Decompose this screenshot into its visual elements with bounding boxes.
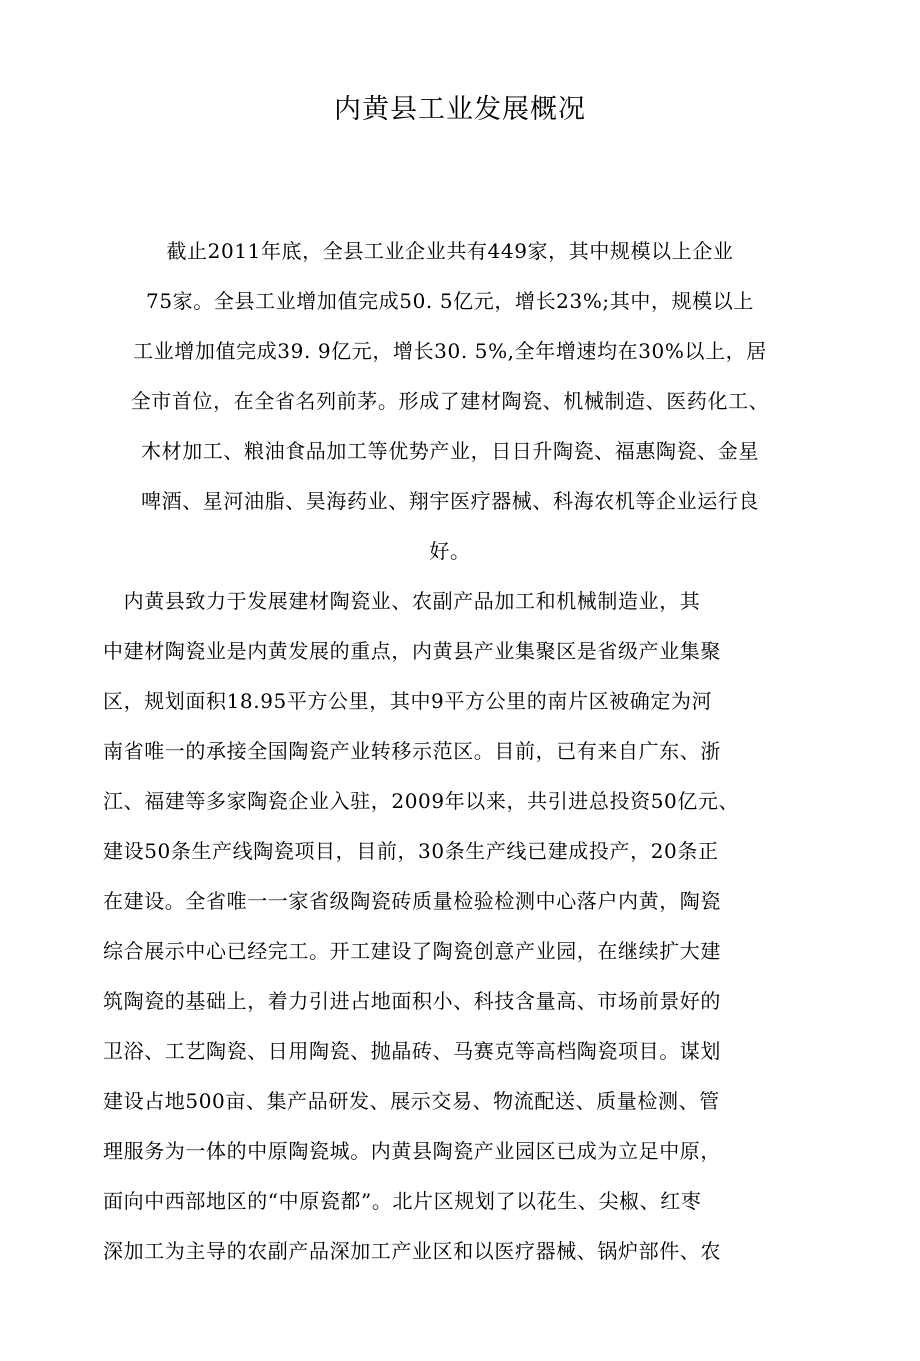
- paragraph-line: 全市首位，在全省名列前茅。形成了建材陶瓷、机械制造、医药化工、: [130, 389, 770, 413]
- paragraph-line: 75家。全县工业增加值完成50. 5亿元，增长23%;其中，规模以上: [146, 289, 754, 313]
- paragraph-line: 南省唯一的承接全国陶瓷产业转移示范区。目前，已有来自广东、浙: [103, 739, 721, 763]
- paragraph-line: 区，规划面积18.95平方公里，其中9平方公里的南片区被确定为河: [103, 689, 713, 713]
- paragraph-line: 筑陶瓷的基础上，着力引进占地面积小、科技含量高、市场前景好的: [103, 989, 721, 1013]
- paragraph-line: 啤酒、星河油脂、昊海药业、翔宇医疗器械、科海农机等企业运行良: [141, 489, 759, 513]
- paragraph-line: 工业增加值完成39. 9亿元，增长30. 5%,全年增速均在30%以上，居: [133, 339, 767, 363]
- paragraph-line: 截止2011年底，全县工业企业共有449家，其中规模以上企业: [166, 239, 734, 263]
- paragraph-line: 深加工为主导的农副产品深加工产业区和以医疗器械、锅炉部件、农: [103, 1239, 721, 1263]
- document-title: 内黄县工业发展概况: [334, 94, 586, 125]
- paragraph-line: 建设占地500亩、集产品研发、展示交易、物流配送、质量检测、管: [103, 1089, 720, 1113]
- paragraph-line: 综合展示中心已经完工。开工建设了陶瓷创意产业园，在继续扩大建: [103, 939, 721, 963]
- paragraph-line: 江、福建等多家陶瓷企业入驻，2009年以来，共引进总投资50亿元、: [103, 789, 740, 813]
- paragraph-line: 在建设。全省唯一一家省级陶瓷砖质量检验检测中心落户内黄，陶瓷: [103, 889, 721, 913]
- paragraph-line: 建设50条生产线陶瓷项目，目前，30条生产线已建成投产，20条正: [103, 839, 719, 863]
- paragraph-line: 理服务为一体的中原陶瓷城。内黄县陶瓷产业园区已成为立足中原，: [103, 1139, 721, 1163]
- paragraph-line: 卫浴、工艺陶瓷、日用陶瓷、抛晶砖、马赛克等高档陶瓷项目。谋划: [103, 1039, 721, 1063]
- paragraph-line: 好。: [429, 539, 471, 563]
- paragraph-line: 内黄县致力于发展建材陶瓷业、农副产品加工和机械制造业，其: [103, 589, 701, 613]
- paragraph-overview: [100, 226, 800, 576]
- paragraph-line: 中建材陶瓷业是内黄发展的重点，内黄县产业集聚区是省级产业集聚: [103, 639, 721, 663]
- paragraph-line: 面向中西部地区的“中原瓷都”。北片区规划了以花生、尖椒、红枣: [103, 1189, 702, 1213]
- paragraph-ceramics: [103, 576, 803, 1276]
- paragraph-line: 木材加工、粮油食品加工等优势产业，日日升陶瓷、福惠陶瓷、金星: [141, 439, 759, 463]
